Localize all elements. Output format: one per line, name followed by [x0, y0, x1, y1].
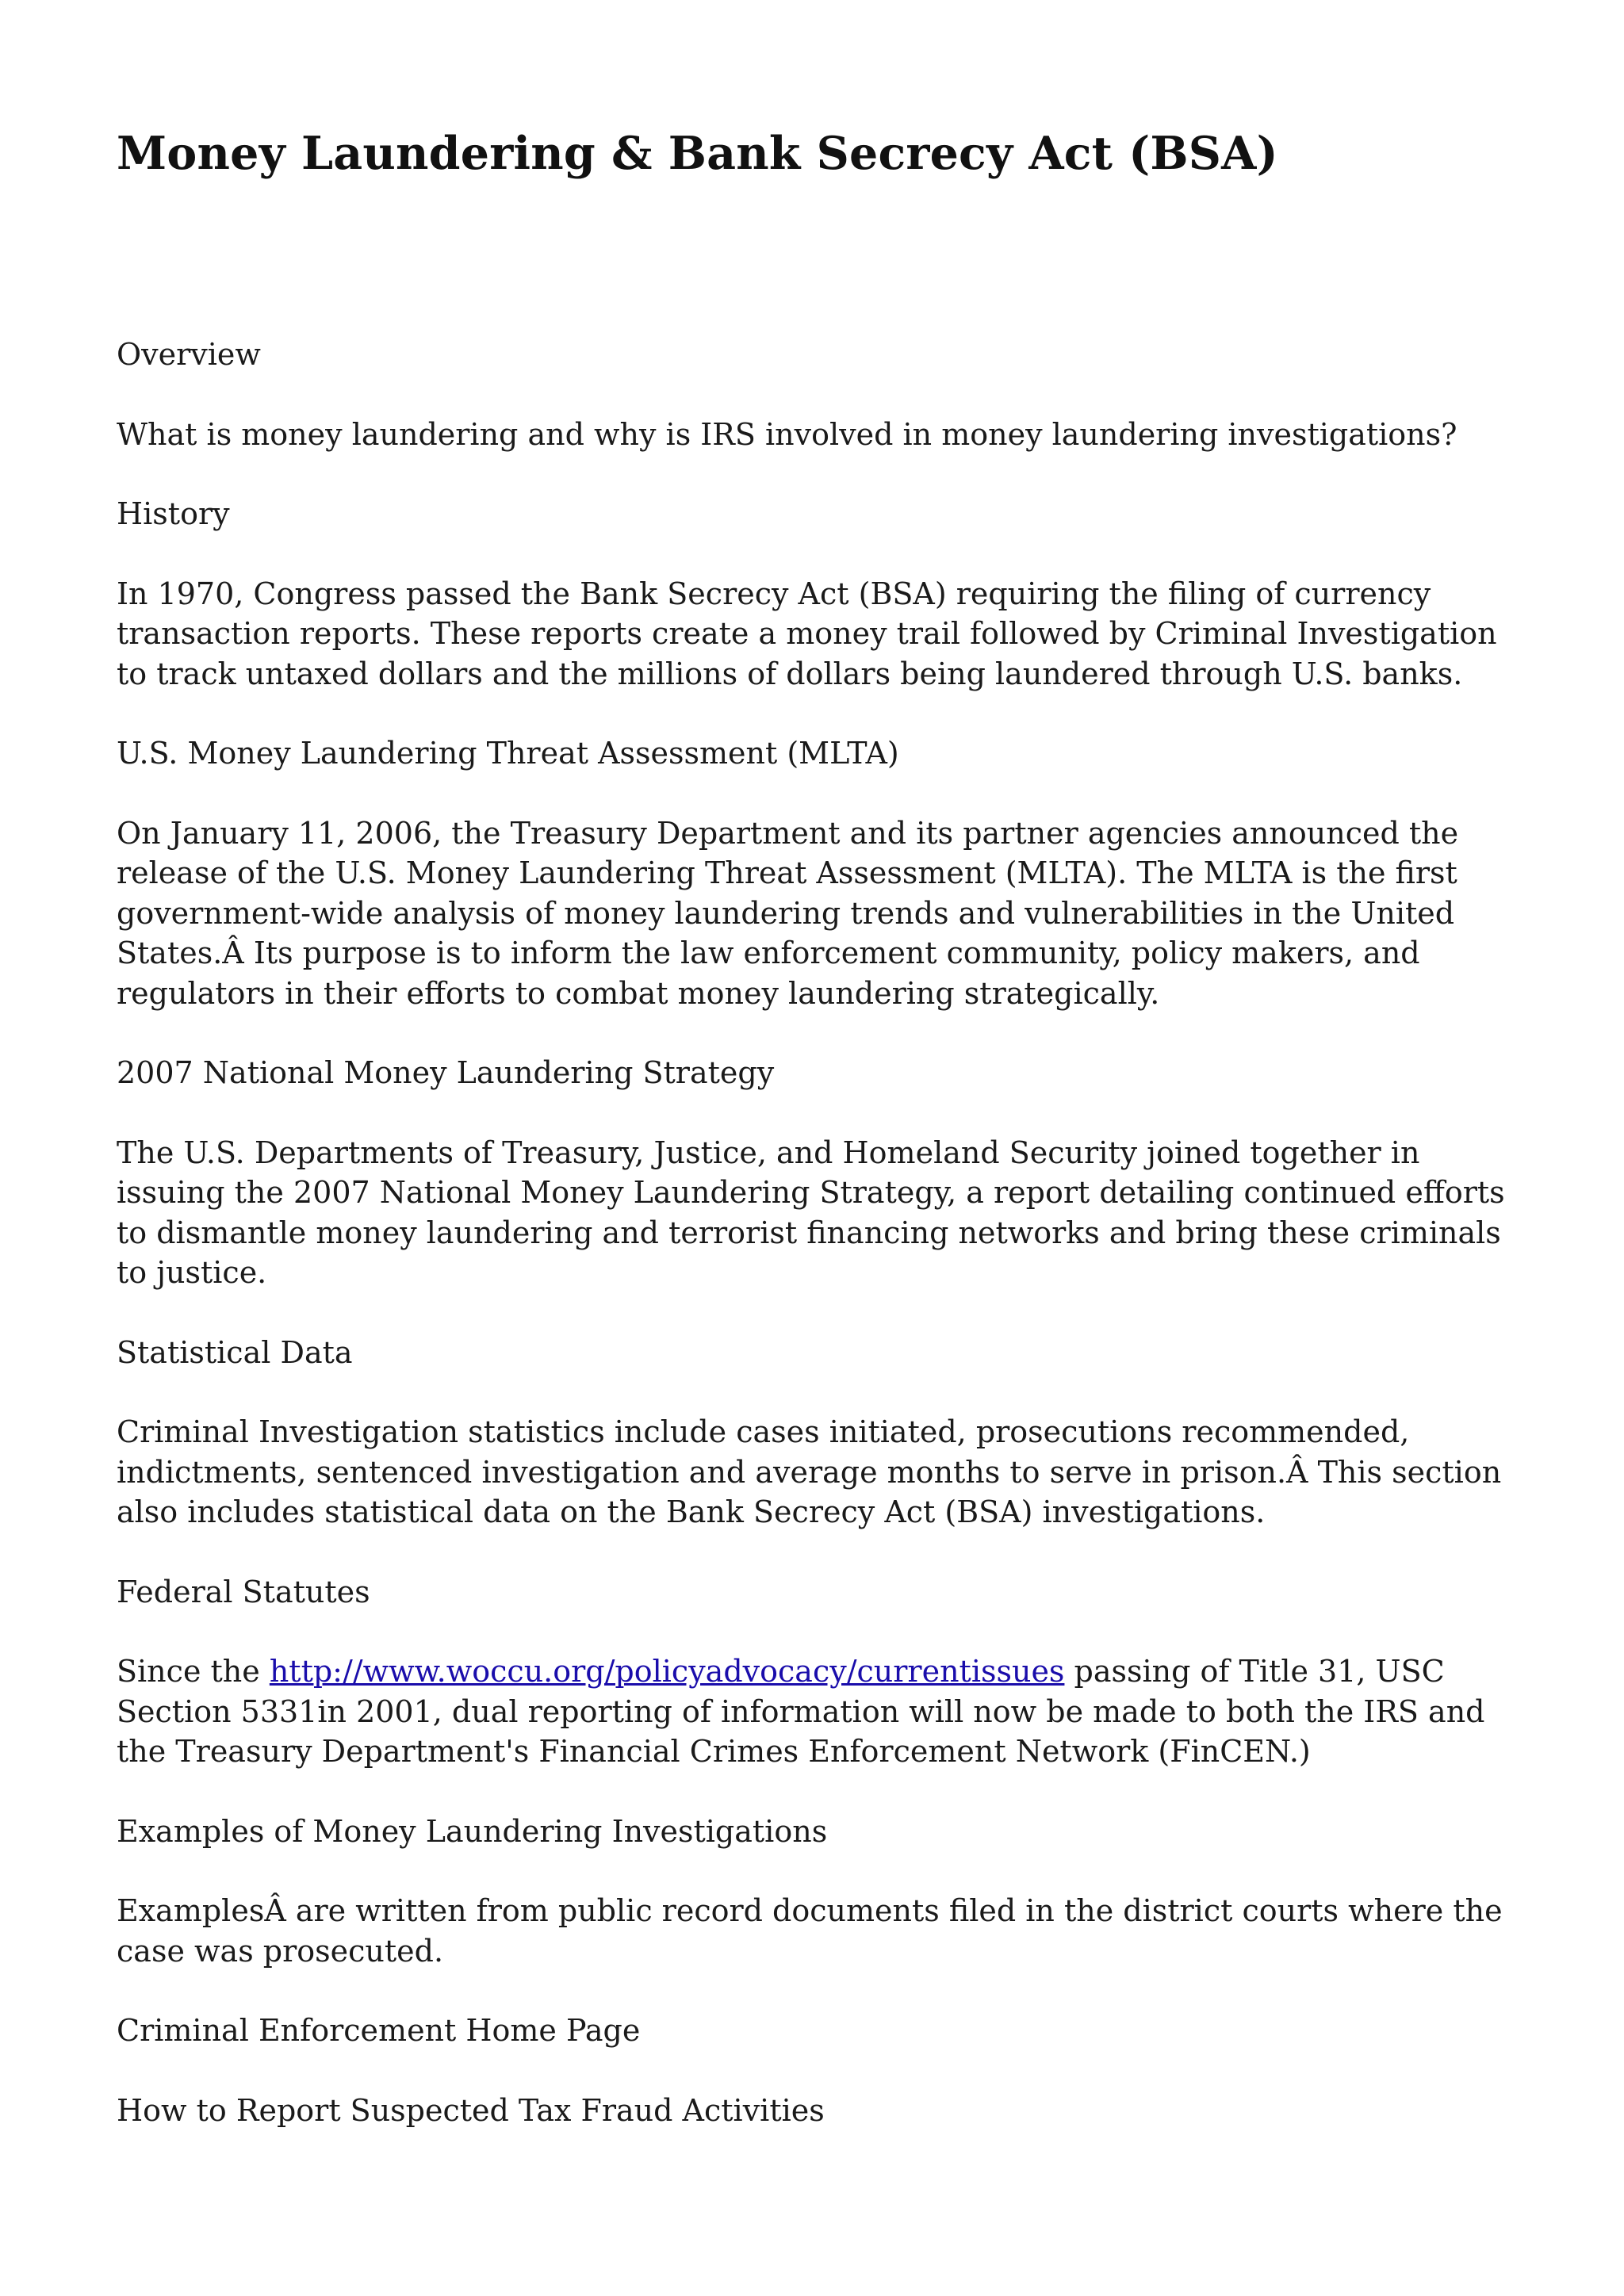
document-body	[117, 335, 1513, 2130]
criminal-enforcement-home-page: Criminal Enforcement Home Page	[117, 2013, 641, 2048]
paragraph-mlta: On January 11, 2006, the Treasury Department and its partner agencies announced the release of the U.S. Money Laundering Threat Assessment (MLTA). The MLTA is the first government-wide analysis of money laundering trends and vulnerabilities in the United States.Â Its purpose is to inform the law enforcement community, policy makers, and regulators in their efforts to combat money laundering strategically.	[117, 815, 1459, 1011]
paragraph-statutes	[117, 1651, 1513, 1772]
section-heading-statutes: Federal Statutes	[117, 1574, 370, 1609]
paragraph-statistics: Criminal Investigation statistics include cases initiated, prosecutions recommended, indictments, sentenced investigation and average months to serve in prison.Â This section also includes statistical data on the Bank Secrecy Act (BSA) investigations.	[117, 1414, 1502, 1529]
paragraph-history: In 1970, Congress passed the Bank Secrecy Act (BSA) requiring the filing of currency transaction reports. These reports create a money trail followed by Criminal Investigation to track untaxed dollars and the millions of dollars being laundered through U.S. banks.	[117, 576, 1497, 691]
report-tax-fraud: How to Report Suspected Tax Fraud Activities	[117, 2092, 825, 2128]
section-heading-overview: Overview	[117, 337, 261, 372]
section-heading-statistics: Statistical Data	[117, 1334, 353, 1370]
paragraph-overview: What is money laundering and why is IRS involved in money laundering investigations?	[117, 416, 1457, 452]
section-heading-mlta: U.S. Money Laundering Threat Assessment (MLTA)	[117, 736, 899, 771]
page-title: Money Laundering & Bank Secrecy Act (BSA)	[117, 127, 1278, 180]
section-heading-strategy: 2007 National Money Laundering Strategy	[117, 1055, 775, 1090]
paragraph-examples: ExamplesÂ are written from public record documents filed in the district courts where the case was prosecuted.	[117, 1893, 1503, 1969]
section-heading-examples: Examples of Money Laundering Investigations	[117, 1813, 828, 1849]
woccu-link[interactable]: http://www.woccu.org/policyadvocacy/currentissues	[269, 1654, 1065, 1689]
statutes-text-after: passing of Title 31, USC Section 5331in 2001, dual reporting of information will now be made to both the IRS and the Treasury Department's Financial Crimes Enforcement Network (FinCEN.)	[117, 1654, 1485, 1769]
section-heading-history: History	[117, 496, 230, 531]
paragraph-strategy: The U.S. Departments of Treasury, Justice, and Homeland Security joined together in issuing the 2007 National Money Laundering Strategy, a report detailing continued efforts to dismantle money laundering and terrorist financing networks and bring these criminals to justice.	[117, 1135, 1505, 1290]
statutes-text-before: Since the	[117, 1654, 270, 1689]
